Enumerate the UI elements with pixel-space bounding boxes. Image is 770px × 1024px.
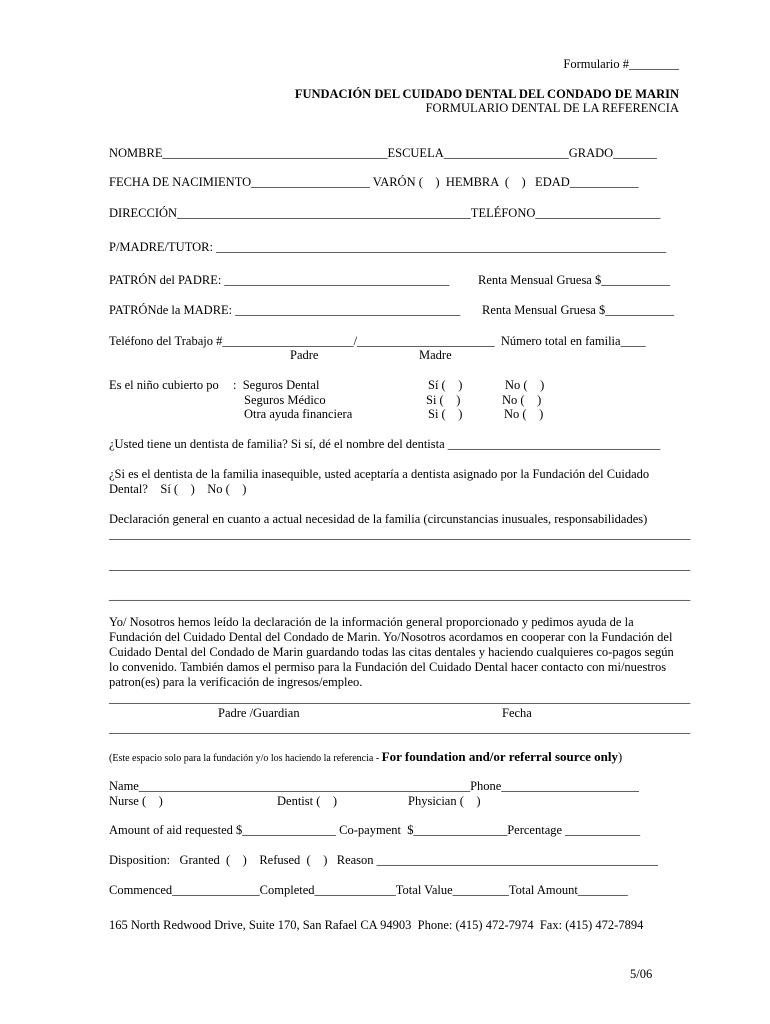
renta-madre-field[interactable]: Renta Mensual Gruesa $___________	[482, 303, 674, 317]
direccion-telefono-row[interactable]: DIRECCIÓN_______________________________________________TELÉFONO____________________	[109, 206, 661, 220]
footer-address: 165 North Redwood Drive, Suite 170, San Rafael CA 94903 Phone: (415) 472-7974 Fax: (415) 472-7894	[109, 918, 644, 932]
coverage-otra-label: Otra ayuda financiera	[244, 407, 353, 421]
office-use-note	[109, 749, 622, 766]
fecha-label: Fecha	[502, 706, 532, 720]
patron-madre-field[interactable]: PATRÓNde la MADRE: ____________________________________	[109, 303, 461, 317]
coverage-label: Es el niño cubierto po	[109, 378, 219, 392]
madre-tutor-row[interactable]: P/MADRE/TUTOR: ________________________________________________________________________	[109, 240, 667, 254]
statement-line: Fundación del Cuidado Dental del Condado de Marin. Yo/Nosotros acordamos en cooperar con la Fundación del	[109, 630, 673, 644]
coverage-medico-label: Seguros Médico	[244, 393, 326, 407]
footer-date: 5/06	[630, 967, 653, 981]
office-note-suffix: )	[617, 750, 623, 764]
disposition-row[interactable]: Disposition: Granted ( ) Refused ( ) Reason _____________________________________________	[109, 853, 658, 867]
separator-line: _____________________________________________________________________________________________	[109, 721, 691, 735]
statement-line: lo convenido. También damos el permiso para la Fundación del Cuidado Dental hacer contacto con mi/nuestros	[109, 660, 667, 674]
coverage-otra-yes[interactable]: Si ( )	[428, 407, 463, 421]
form-subtitle: FORMULARIO DENTAL DE LA REFERENCIA	[425, 101, 679, 115]
name-phone-row[interactable]: Name_____________________________________________________Phone______________________	[109, 779, 639, 793]
coverage-dental-label: : Seguros Dental	[233, 378, 320, 392]
declaration-line[interactable]: _____________________________________________________________________________________________	[109, 588, 691, 602]
nurse-checkbox[interactable]: Nurse ( )	[109, 794, 163, 808]
commenced-row[interactable]: Commenced______________Completed_____________Total Value_________Total Amount________	[109, 883, 628, 897]
office-note-bold: For foundation and/or referral source only	[381, 749, 618, 764]
unavailable-dentist-question-line2[interactable]: Dental? Sí ( ) No ( )	[109, 482, 247, 496]
signature-line[interactable]: _____________________________________________________________________________________________	[109, 691, 691, 705]
declaration-line[interactable]: _____________________________________________________________________________________________	[109, 527, 691, 541]
statement-line: patron(es) para la verificación de ingresos/empleo.	[109, 675, 363, 689]
amount-row[interactable]: Amount of aid requested $_______________ Co-payment $_______________Percentage ____________	[109, 823, 641, 837]
padre-label: Padre	[290, 348, 319, 362]
coverage-medico-yes[interactable]: Si ( )	[426, 393, 461, 407]
coverage-dental-yes[interactable]: Sí ( )	[428, 378, 463, 392]
dentist-checkbox[interactable]: Dentist ( )	[277, 794, 338, 808]
madre-label: Madre	[419, 348, 452, 362]
coverage-medico-no[interactable]: No ( )	[502, 393, 542, 407]
unavailable-dentist-question-line1: ¿Si es el dentista de la familia inasequible, usted aceptaría a dentista asignado por la Fundación del Cuidado	[109, 467, 650, 481]
statement-line: Cuidado Dental del Condado de Marin guardando todas las citas dentales y haciendo cualquieres co-pagos según	[109, 645, 674, 659]
foundation-title: FUNDACIÓN DEL CUIDADO DENTAL DEL CONDADO DE MARIN	[294, 87, 679, 101]
family-dentist-question[interactable]: ¿Usted tiene un dentista de familia? Si sí, dé el nombre del dentista __________________________________	[109, 437, 661, 451]
coverage-dental-no[interactable]: No ( )	[505, 378, 545, 392]
renta-padre-field[interactable]: Renta Mensual Gruesa $___________	[478, 273, 670, 287]
padre-guardian-label: Padre /Guardian	[218, 706, 300, 720]
patron-padre-field[interactable]: PATRÓN del PADRE: ____________________________________	[109, 273, 450, 287]
nombre-escuela-grado-row[interactable]: NOMBRE____________________________________ESCUELA____________________GRADO_______	[109, 146, 657, 160]
physician-checkbox[interactable]: Physician ( )	[408, 794, 481, 808]
telefono-trabajo-row[interactable]: Teléfono del Trabajo #_____________________/______________________ Número total en familia____	[109, 334, 646, 348]
fecha-nacimiento-row[interactable]: FECHA DE NACIMIENTO___________________ VARÓN ( ) HEMBRA ( ) EDAD___________	[109, 175, 639, 189]
declaration-label: Declaración general en cuanto a actual necesidad de la familia (circunstancias inusuales, responsabilidades)	[109, 512, 648, 526]
office-note-prefix: (Este espacio solo para la fundación y/o los haciendo la referencia -	[109, 753, 382, 764]
statement-line: Yo/ Nosotros hemos leído la declaración de la información general proporcionado y pedimos ayuda de la	[109, 615, 634, 629]
declaration-line[interactable]: _____________________________________________________________________________________________	[109, 558, 691, 572]
coverage-otra-no[interactable]: No ( )	[504, 407, 544, 421]
form-number: Formulario #________	[563, 57, 679, 71]
